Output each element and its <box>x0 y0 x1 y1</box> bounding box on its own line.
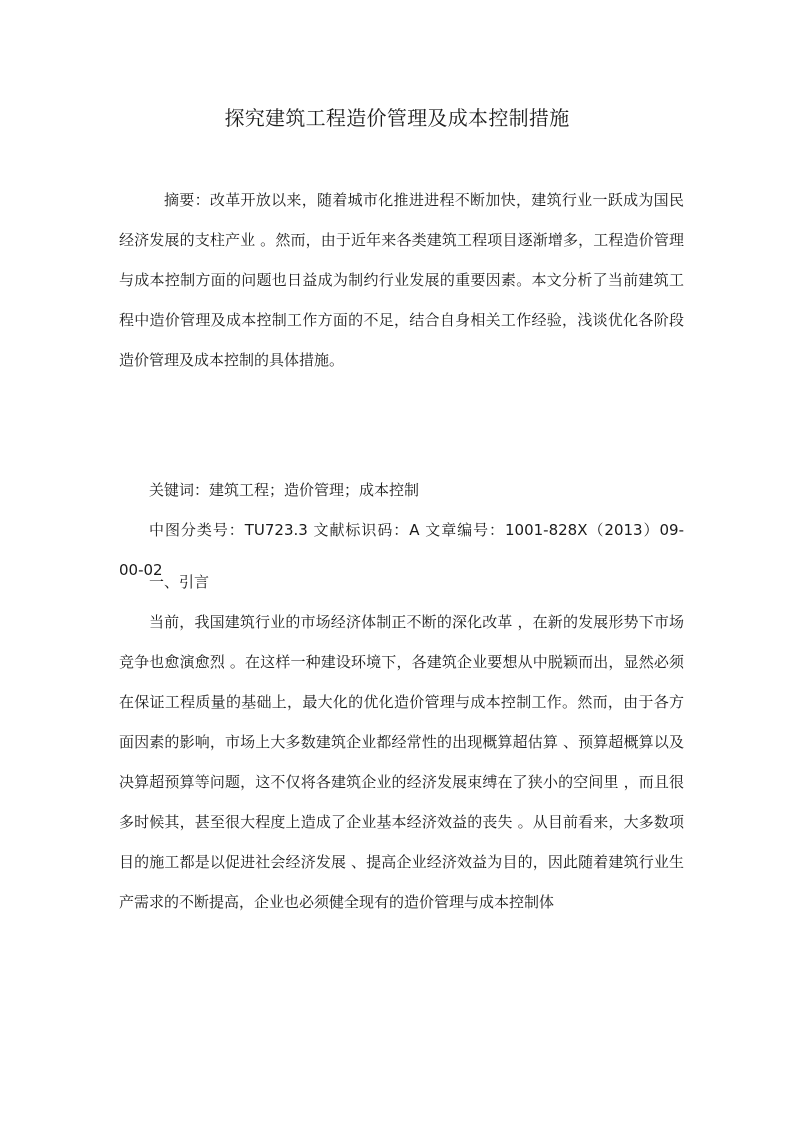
keywords-line: 关键词：建筑工程；造价管理；成本控制 <box>149 481 420 499</box>
body-section <box>119 562 684 922</box>
section-heading: 一、引言 <box>149 573 210 591</box>
classification-line: 中图分类号：TU723.3 文献标识码：A 文章编号：1001-828X（2013）09-00-02 <box>119 521 684 579</box>
document-title: 探究建筑工程造价管理及成本控制措施 <box>224 106 570 130</box>
intro-paragraph: 当前，我国建筑行业的市场经济体制正不断的深化改革 ，在新的发展形势下市场竞争也愈演愈烈 。在这样一种建设环境下，各建筑企业要想从中脱颖而出，显然必须在保证工程质量的基础上，最大化的优化造价管理与成本控制工作。然而，由于各方面因素的影响，市场上大多数建筑企业都经常性的出现概算超估算 、预算超概算以及决算超预算等问题，这不仅将各建筑企业的经济发展束缚在了狭小的空间里 ，而且很多时候其，甚至很大程度上造成了企业基本经济效益的丧失 。从目前看来，大多数项目的施工都是以促进社会经济发展 、提高企业经济效益为目的，因此随着建筑行业生产需求的不断提高，企业也必须健全现有的造价管理与成本控制体 <box>119 613 684 911</box>
abstract-section <box>119 180 684 380</box>
abstract-paragraph: 摘要：改革开放以来，随着城市化推进进程不断加快，建筑行业一跃成为国民经济发展的支柱产业 。然而，由于近年来各类建筑工程项目逐渐增多，工程造价管理与成本控制方面的问题也日益成为制约行业发展的重要因素。本文分析了当前建筑工程中造价管理及成本控制工作方面的不足，结合自身相关工作经验，浅谈优化各阶段造价管理及成本控制的具体措施。 <box>119 191 684 369</box>
